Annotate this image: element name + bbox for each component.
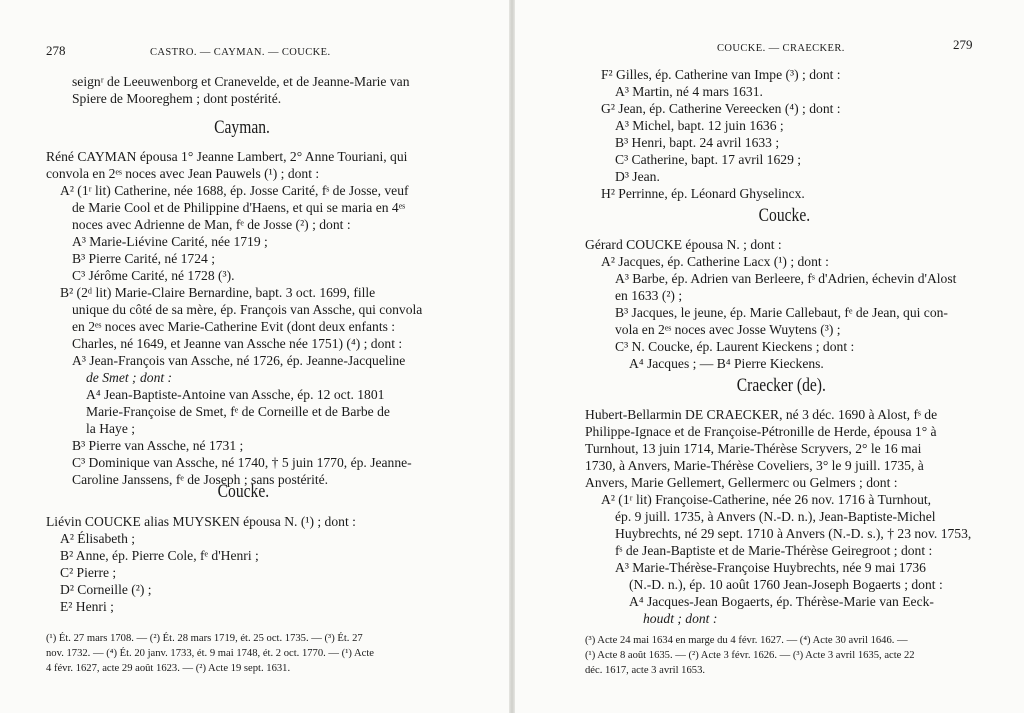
text-line: D² Corneille (²) ; — [60, 582, 152, 597]
text-line: C³ N. Coucke, ép. Laurent Kieckens ; dont : — [615, 339, 855, 354]
text-line: A⁴ Jacques ; — B⁴ Pierre Kieckens. — [629, 356, 824, 371]
text-line: Turnhout, 13 juin 1714, Marie-Thérèse Scryvers, 2° le 16 mai — [585, 441, 922, 456]
text-line: A² Élisabeth ; — [60, 531, 136, 546]
text-line: E² Henri ; — [60, 599, 114, 614]
text-line: B² (2ᵈ lit) Marie-Claire Bernardine, bapt. 3 oct. 1699, fille — [60, 285, 376, 300]
text-line: Philippe-Ignace et de Françoise-Pétronille de Herde, épousa 1° à — [585, 424, 937, 439]
right-page — [515, 0, 1024, 713]
page-number: 279 — [953, 37, 973, 52]
text-line: Gérard COUCKE épousa N. ; dont : — [585, 237, 782, 252]
running-header: CASTRO. — CAYMAN. — COUCKE. — [150, 47, 331, 58]
text-line: D³ Jean. — [615, 169, 660, 184]
text-line: 1730, à Anvers, Marie-Thérèse Coveliers, 3° le 9 juill. 1735, à — [585, 458, 924, 473]
footnote-line: déc. 1617, acte 3 avril 1653. — [585, 665, 706, 676]
text-line: fˢ de Jean-Baptiste et de Marie-Thérèse Geiregroot ; dont : — [615, 543, 933, 558]
text-line: (N.-D. n.), ép. 10 août 1760 Jean-Joseph Bogaerts ; dont : — [629, 577, 943, 592]
text-line: A³ Marie-Liévine Carité, née 1719 ; — [72, 234, 268, 249]
text-line: C³ Catherine, bapt. 17 avril 1629 ; — [615, 152, 802, 167]
text-line: Caroline Janssens, fᵉ de Joseph ; sans postérité. — [72, 472, 329, 487]
text-line: la Haye ; — [86, 421, 136, 436]
section-heading: Craecker (de). — [736, 375, 826, 396]
text-line: houdt ; dont : — [643, 611, 718, 626]
text-line: en 1633 (²) ; — [615, 288, 683, 303]
text-line: B³ Pierre Carité, né 1724 ; — [72, 251, 215, 266]
text-line: B³ Pierre van Assche, né 1731 ; — [72, 438, 244, 453]
text-line: ép. 9 juill. 1735, à Anvers (N.-D. n.), Jean-Baptiste-Michel — [615, 509, 936, 524]
text-line: A⁴ Jean-Baptiste-Antoine van Assche, ép. 12 oct. 1801 — [86, 387, 385, 402]
section-heading: Coucke. — [217, 481, 270, 502]
footnote-line: 4 févr. 1627, acte 29 août 1623. — (²) Acte 19 sept. 1631. — [46, 663, 291, 674]
text-line: B³ Jacques, le jeune, ép. Marie Callebaut, fᵉ de Jean, qui con- — [615, 305, 948, 320]
text-line: G² Jean, ép. Catherine Vereecken (⁴) ; dont : — [601, 101, 841, 116]
text-line: B² Anne, ép. Pierre Cole, fᵉ d'Henri ; — [60, 548, 259, 563]
text-line: en 2ᵉˢ noces avec Marie-Catherine Evit (dont deux enfants : — [72, 319, 396, 334]
text-line: seignʳ de Leeuwenborg et Cranevelde, et de Jeanne-Marie van — [72, 74, 410, 89]
text-line: Marie-Françoise de Smet, fᵉ de Corneille et de Barbe de — [86, 404, 390, 419]
section-heading: Coucke. — [758, 205, 811, 226]
text-line: A³ Barbe, ép. Adrien van Berleere, fˢ d'Adrien, échevin d'Alost — [615, 271, 957, 286]
text-line: C² Pierre ; — [60, 565, 117, 580]
text-line: A³ Marie-Thérèse-Françoise Huybrechts, née 9 mai 1736 — [615, 560, 926, 575]
text-line: C³ Dominique van Assche, né 1740, † 5 juin 1770, ép. Jeanne- — [72, 455, 412, 470]
text-line: A² Jacques, ép. Catherine Lacx (¹) ; dont : — [601, 254, 829, 269]
footnote-line: (³) Acte 24 mai 1634 en marge du 4 févr. 1627. — (⁴) Acte 30 avril 1646. — — [585, 635, 908, 646]
text-line: A² (1ʳ lit) Françoise-Catherine, née 26 nov. 1716 à Turnhout, — [601, 492, 932, 507]
text-line: A³ Jean-François van Assche, né 1726, ép. Jeanne-Jacqueline — [72, 353, 406, 368]
page-number: 278 — [46, 43, 66, 58]
text-line: convola en 2ᵉˢ noces avec Jean Pauwels (¹) ; dont : — [46, 166, 320, 181]
text-line: Hubert-Bellarmin DE CRAECKER, né 3 déc. 1690 à Alost, fˢ de — [585, 407, 938, 422]
text-line: A⁴ Jacques-Jean Bogaerts, ép. Thérèse-Marie van Eeck- — [629, 594, 934, 609]
text-line: A³ Martin, né 4 mars 1631. — [615, 84, 763, 99]
running-header: COUCKE. — CRAECKER. — [717, 43, 845, 54]
section-heading: Cayman. — [214, 117, 270, 138]
text-line: Liévin COUCKE alias MUYSKEN épousa N. (¹) ; dont : — [46, 514, 356, 529]
footnote-line: nov. 1732. — (⁴) Ét. 20 janv. 1733, ét. 9 mai 1748, ét. 2 oct. 1770. — (¹) Acte — [46, 648, 374, 659]
footnote-line: (¹) Ét. 27 mars 1708. — (²) Ét. 28 mars 1719, ét. 25 oct. 1735. — (³) Ét. 27 — [46, 633, 363, 644]
text-line: de Smet ; dont : — [86, 370, 173, 385]
text-line: Charles, né 1649, et Jeanne van Assche née 1751) (⁴) ; dont : — [72, 336, 403, 351]
text-line: A² (1ʳ lit) Catherine, née 1688, ép. Josse Carité, fˢ de Josse, veuf — [60, 183, 409, 198]
text-line: Réné CAYMAN épousa 1° Jeanne Lambert, 2° Anne Touriani, qui — [46, 149, 408, 164]
left-page — [0, 0, 509, 713]
text-line: Anvers, Marie Gellemert, Gellermerc ou Gelmers ; dont : — [585, 475, 898, 490]
text-line: Spiere de Mooreghem ; dont postérité. — [72, 91, 282, 106]
text-line: unique du côté de sa mère, ép. François van Assche, qui convola — [72, 302, 423, 317]
text-line: Huybrechts, né 29 sept. 1710 à Anvers (N.-D. s.), † 23 nov. 1753, — [615, 526, 972, 541]
text-line: de Marie Cool et de Philippine d'Haens, et qui se maria en 4ᵉˢ — [72, 200, 406, 215]
text-line: C³ Jérôme Carité, né 1728 (³). — [72, 268, 235, 283]
text-line: vola en 2ᵉˢ noces avec Josse Wuytens (³) ; — [615, 322, 841, 337]
text-line: noces avec Adrienne de Man, fᵉ de Josse (²) ; dont : — [72, 217, 351, 232]
footnote-line: (¹) Acte 8 août 1635. — (²) Acte 3 févr. 1626. — (³) Acte 3 avril 1635, acte 22 — [585, 650, 915, 661]
text-line: H² Perrinne, ép. Léonard Ghyselincx. — [601, 186, 805, 201]
text-line: B³ Henri, bapt. 24 avril 1633 ; — [615, 135, 780, 150]
text-line: F² Gilles, ép. Catherine van Impe (³) ; dont : — [601, 67, 841, 82]
text-line: A³ Michel, bapt. 12 juin 1636 ; — [615, 118, 784, 133]
